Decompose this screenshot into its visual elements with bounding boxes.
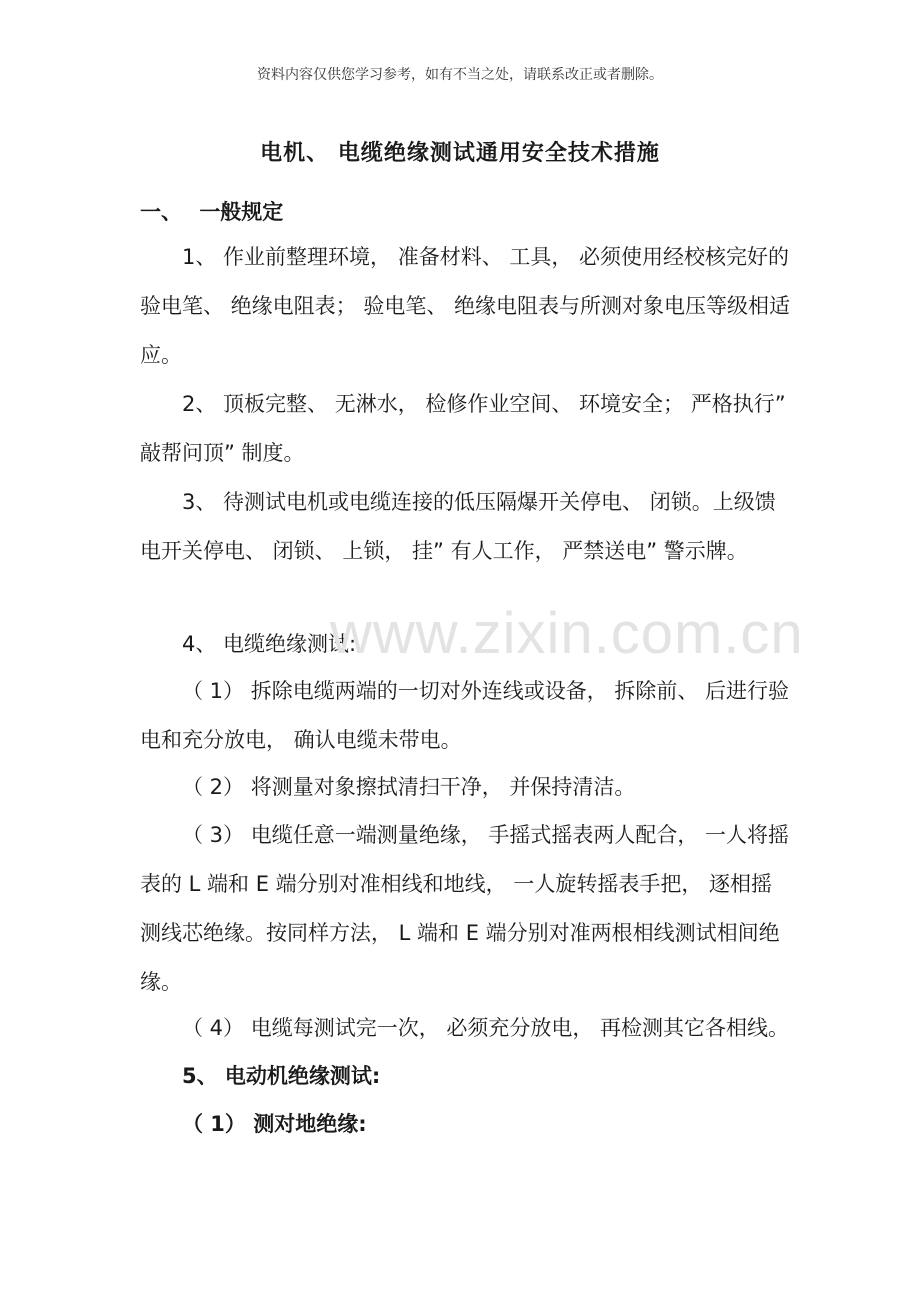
watermark: www.zixin.com.cn <box>330 601 804 666</box>
paragraph-1: 1、 作业前整理环境， 准备材料、 工具， 必须使用经校核完好的验电笔、 绝缘电阻表； 验电笔、 绝缘电阻表与所测对象电压等级相适应。 <box>140 245 791 367</box>
section-heading <box>140 196 283 226</box>
paragraph-6: （ 2） 将测量对象擦拭清扫干净， 并保持清洁。 <box>182 775 636 799</box>
paragraph-9: 5、 电动机绝缘测试: <box>182 1064 381 1088</box>
paragraph-3: 3、 待测试电机或电缆连接的低压隔爆开关停电、 闭锁。上级馈电开关停电、 闭锁、 上锁， 挂” 有人工作， 严禁送电” 警示牌。 <box>140 490 776 563</box>
paragraph-10: （ 1） 测对地绝缘: <box>182 1112 367 1136</box>
paragraph-4: 4、 电缆绝缘测试: <box>182 632 357 656</box>
document-title: 电机、 电缆绝缘测试通用安全技术措施 <box>260 141 660 166</box>
paragraph-8: （ 4） 电缆每测试完一次， 必须充分放电， 再检测其它各相线。 <box>182 1016 790 1040</box>
paragraph-2: 2、 顶板完整、 无淋水， 检修作业空间、 环境安全； 严格执行” 敲帮问顶” 制度。 <box>140 392 793 465</box>
header-disclaimer: 资料内容仅供您学习参考，如有不当之处，请联系改正或者删除。 <box>257 67 663 83</box>
paragraph-5: （ 1） 拆除电缆两端的一切对外连线或设备， 拆除前、 后进行验电和充分放电， 确认电缆未带电。 <box>140 679 790 752</box>
section-number: 一、 <box>140 200 182 224</box>
section-heading-text: 一般规定 <box>199 200 284 224</box>
paragraph-7: （ 3） 电缆任意一端测量绝缘， 手摇式摇表两人配合， 一人将摇表的 L 端和 E 端分别对准相线和地线， 一人旋转摇表手把， 逐相摇测线芯绝缘。按同样方法， L 端和 E 端分别对准两根相线测试相间绝缘。 <box>140 823 790 994</box>
